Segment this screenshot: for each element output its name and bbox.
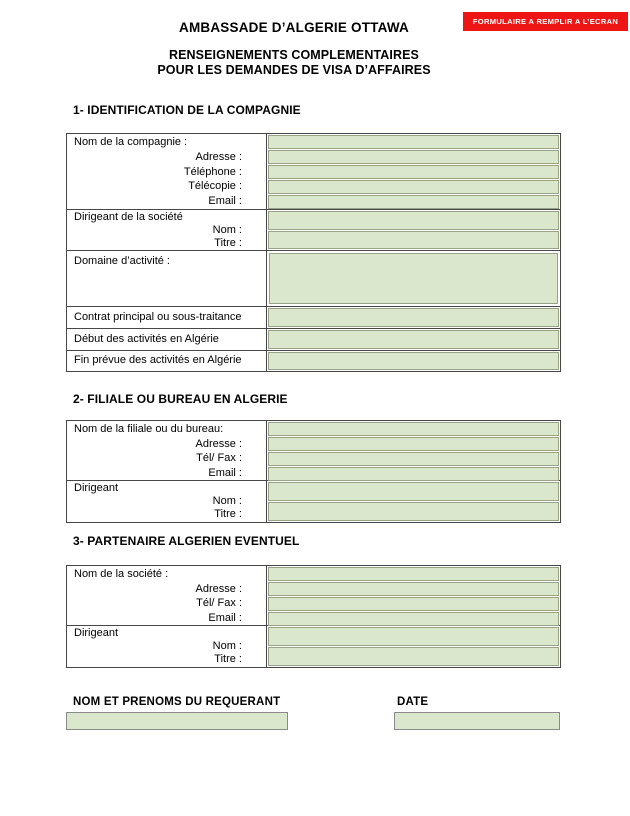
branch-identity-labels: [67, 421, 267, 480]
contract-type-block: [67, 307, 560, 329]
branch-director-heading-label: Dirigeant: [74, 482, 119, 494]
contract-type-label: Contrat principal ou sous-traitance: [74, 311, 242, 323]
branch-name-input[interactable]: [268, 422, 559, 436]
partner-identity-fields: [267, 566, 560, 625]
activity-domain-labels: [67, 251, 267, 306]
contract-type-input[interactable]: [268, 308, 559, 327]
branch-address-input[interactable]: [268, 437, 559, 451]
company-director-labels: [67, 210, 267, 250]
partner-identity-block: [67, 566, 560, 626]
partner-director-block: [67, 626, 560, 667]
company-phone-input[interactable]: [268, 165, 559, 179]
branch-director-block: [67, 481, 560, 522]
company-identity-fields: [267, 134, 560, 209]
activity-end-label: Fin prévue des activités en Algérie: [74, 354, 242, 366]
company-email-label: Email :: [208, 195, 242, 208]
partner-director-fields: [267, 626, 560, 667]
activity-domain-label: Domaine d’activité :: [74, 255, 170, 267]
activity-start-labels: [67, 329, 267, 350]
contract-type-labels: [67, 307, 267, 328]
partner-director-name-label: Nom :: [212, 640, 242, 652]
partner-address-input[interactable]: [268, 582, 559, 596]
date-input[interactable]: [394, 712, 560, 730]
company-address-input[interactable]: [268, 150, 559, 164]
activity-domain-textarea[interactable]: [269, 253, 558, 304]
partner-director-title-input[interactable]: [268, 647, 559, 666]
branch-email-input[interactable]: [268, 467, 559, 481]
subtitle-line-1: RENSEIGNEMENTS COMPLEMENTAIRES: [168, 48, 419, 62]
partner-identity-labels: [67, 566, 267, 625]
activity-start-label: Début des activités en Algérie: [74, 333, 219, 345]
applicant-name-label: NOM ET PRENOMS DU REQUERANT: [73, 696, 281, 708]
company-fax-input[interactable]: [268, 180, 559, 194]
section3-table: [66, 565, 561, 668]
company-director-name-label: Nom :: [212, 224, 242, 236]
branch-director-fields: [267, 481, 560, 522]
partner-name-label: Nom de la société :: [74, 568, 169, 580]
activity-end-input[interactable]: [268, 352, 559, 370]
branch-director-name-input[interactable]: [268, 482, 559, 501]
company-director-name-input[interactable]: [268, 211, 559, 230]
branch-director-name-label: Nom :: [212, 495, 242, 507]
partner-telfax-input[interactable]: [268, 597, 559, 611]
company-fax-label: Télécopie :: [188, 180, 242, 193]
branch-identity-block: [67, 421, 560, 481]
activity-domain-block: [67, 251, 560, 307]
activity-end-block: [67, 351, 560, 371]
activity-start-input[interactable]: [268, 330, 559, 349]
company-director-title-input[interactable]: [268, 231, 559, 250]
applicant-name-input[interactable]: [66, 712, 288, 730]
branch-address-label: Adresse :: [195, 437, 242, 450]
section3-heading: 3- PARTENAIRE ALGERIEN EVENTUEL: [73, 534, 300, 548]
page-title: AMBASSADE D’ALGERIE OTTAWA: [179, 20, 409, 35]
company-identity-block: [67, 134, 560, 210]
partner-address-label: Adresse :: [195, 582, 242, 595]
activity-domain-fields: [267, 251, 560, 306]
section1-heading: 1- IDENTIFICATION DE LA COMPAGNIE: [73, 103, 301, 117]
fill-onscreen-notice-badge: FORMULAIRE A REMPLIR A L’ECRAN: [463, 12, 628, 31]
contract-type-fields: [267, 307, 560, 328]
partner-email-input[interactable]: [268, 612, 559, 626]
activity-start-fields: [267, 329, 560, 350]
company-address-label: Adresse :: [195, 150, 242, 163]
company-email-input[interactable]: [268, 195, 559, 209]
company-director-block: [67, 210, 560, 251]
company-identity-labels: [67, 134, 267, 209]
section2-table: [66, 420, 561, 523]
branch-telfax-label: Tél/ Fax :: [196, 452, 242, 464]
activity-end-fields: [267, 351, 560, 371]
partner-telfax-label: Tél/ Fax :: [196, 597, 242, 609]
branch-identity-fields: [267, 421, 560, 480]
subtitle-line-2: POUR LES DEMANDES DE VISA D’AFFAIRES: [157, 63, 431, 77]
activity-end-labels: [67, 351, 267, 371]
partner-director-title-label: Titre :: [214, 653, 242, 665]
branch-director-title-label: Titre :: [214, 508, 242, 520]
company-name-label: Nom de la compagnie :: [74, 136, 188, 148]
company-director-heading-label: Dirigeant de la société: [74, 211, 183, 223]
branch-name-label: Nom de la filiale ou du bureau:: [74, 423, 224, 435]
branch-director-title-input[interactable]: [268, 502, 559, 521]
company-director-title-label: Titre :: [214, 237, 242, 249]
company-name-input[interactable]: [268, 135, 559, 149]
activity-start-block: [67, 329, 560, 351]
branch-email-label: Email :: [208, 466, 242, 479]
company-phone-label: Téléphone :: [183, 165, 242, 178]
section2-heading: 2- FILIALE OU BUREAU EN ALGERIE: [73, 392, 288, 406]
partner-name-input[interactable]: [268, 567, 559, 581]
branch-director-labels: [67, 481, 267, 522]
page-subtitle: [66, 48, 522, 78]
partner-director-heading-label: Dirigeant: [74, 627, 119, 639]
partner-email-label: Email :: [208, 611, 242, 624]
company-director-fields: [267, 210, 560, 250]
partner-director-name-input[interactable]: [268, 627, 559, 646]
branch-telfax-input[interactable]: [268, 452, 559, 466]
partner-director-labels: [67, 626, 267, 667]
date-label: DATE: [397, 696, 429, 708]
section1-table: [66, 133, 561, 372]
